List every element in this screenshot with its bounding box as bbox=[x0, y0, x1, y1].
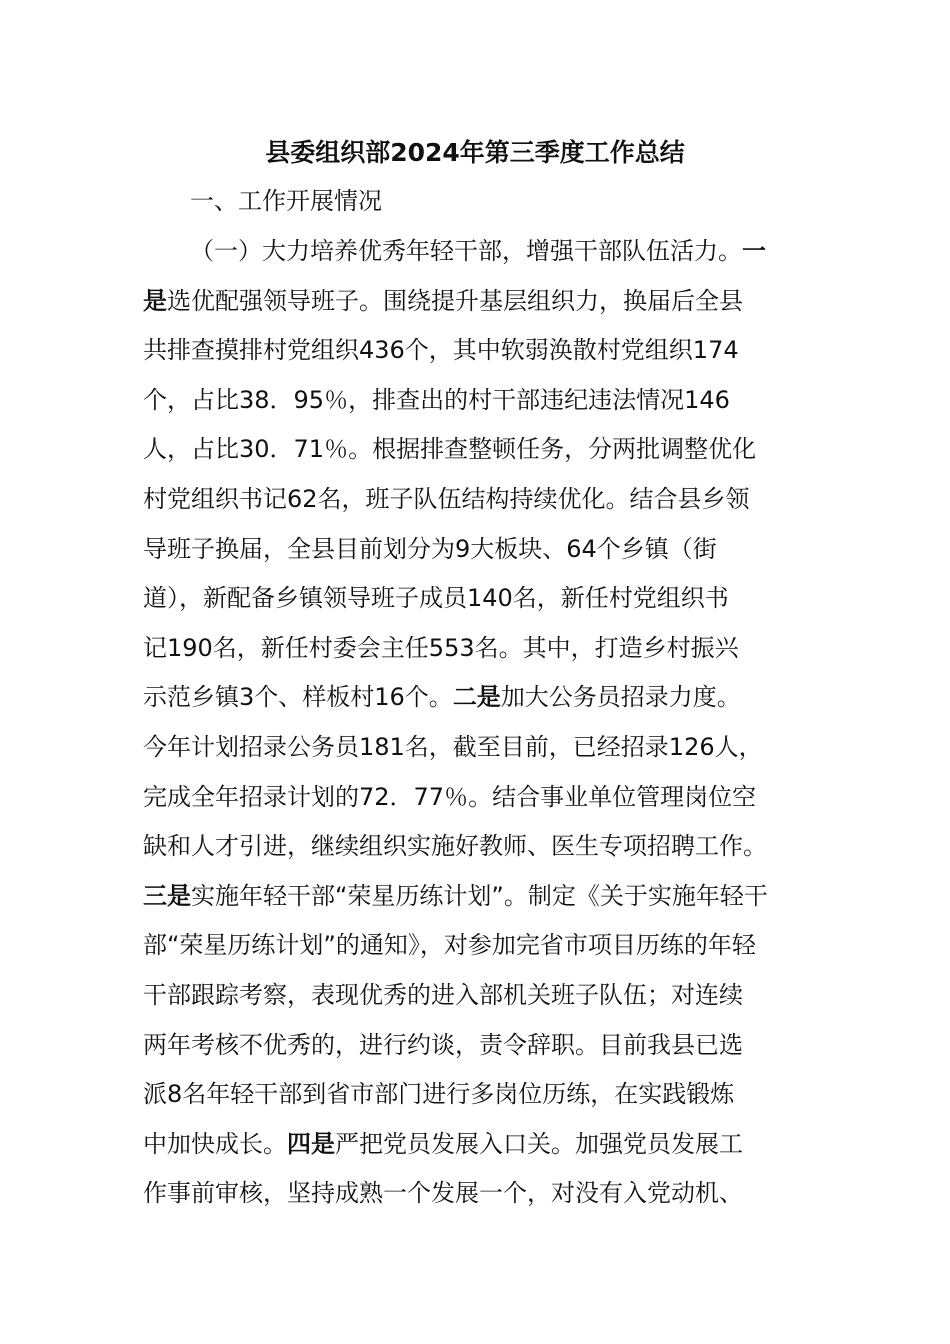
paragraph-line bbox=[143, 876, 843, 926]
line-text-after: 选优配强领导班子。围绕提升基层组织力，换届后全县 bbox=[167, 286, 743, 315]
line-text: 共排查摸排村党组织436个，其中软弱涣散村党组织174 bbox=[143, 336, 739, 365]
line-text: 部“荣星历练计划”的通知》，对参加完省市项目历练的年轻 bbox=[143, 931, 756, 960]
line-text: 完成全年招录计划的72．77％。结合事业单位管理岗位空 bbox=[143, 782, 757, 811]
paragraph-line bbox=[143, 727, 843, 777]
paragraph-line bbox=[143, 677, 843, 727]
paragraph-line bbox=[143, 479, 843, 529]
paragraph-line bbox=[143, 429, 843, 479]
line-emphasis: 一 bbox=[742, 237, 766, 265]
line-emphasis: 四是 bbox=[287, 1129, 335, 1158]
paragraph-line bbox=[143, 1124, 843, 1174]
document-title: 县委组织部2024年第三季度工作总结 bbox=[265, 138, 685, 167]
line-text: 道），新配备乡镇领导班子成员140名，新任村党组织书 bbox=[143, 584, 729, 613]
line-text: 今年计划招录公务员181名，截至目前，已经招录126人， bbox=[143, 732, 763, 761]
paragraph-line bbox=[143, 1173, 843, 1223]
paragraph-line bbox=[143, 628, 843, 678]
line-text: 示范乡镇3个、样板村16个。 bbox=[143, 683, 453, 712]
line-text: 记190名，新任村委会主任553名。其中，打造乡村振兴 bbox=[143, 633, 739, 662]
paragraph-line bbox=[143, 231, 843, 281]
paragraph-line bbox=[143, 777, 843, 827]
paragraph-line bbox=[143, 1025, 843, 1075]
paragraph-line bbox=[143, 826, 843, 876]
line-text: 两年考核不优秀的，进行约谈，责令辞职。目前我县已选 bbox=[143, 1030, 743, 1059]
line-text: 作事前审核，坚持成熟一个发展一个，对没有入党动机、 bbox=[143, 1179, 743, 1208]
paragraph-line bbox=[143, 925, 843, 975]
line-text-after: 严把党员发展入口关。加强党员发展工 bbox=[335, 1129, 743, 1158]
paragraph-line bbox=[143, 529, 843, 579]
paragraph-line bbox=[143, 330, 843, 380]
line-text: 干部跟踪考察，表现优秀的进入部机关班子队伍；对连续 bbox=[143, 980, 743, 1009]
line-emphasis: 三是 bbox=[143, 881, 191, 910]
line-text: 派8名年轻干部到省市部门进行多岗位历练，在实践锻炼 bbox=[143, 1080, 735, 1109]
line-text: 导班子换届，全县目前划分为9大板块、64个乡镇（街 bbox=[143, 534, 717, 563]
paragraph-line bbox=[143, 380, 843, 430]
paragraph-line bbox=[143, 1074, 843, 1124]
line-emphasis: 是 bbox=[143, 286, 167, 315]
paragraph-line bbox=[143, 281, 843, 331]
paragraph-line bbox=[143, 975, 843, 1025]
line-text: （一）大力培养优秀年轻干部，增强干部队伍活力。 bbox=[190, 237, 742, 265]
line-text: 中加快成长。 bbox=[143, 1129, 287, 1158]
section-heading: 一、工作开展情况 bbox=[190, 187, 382, 215]
line-text: 人，占比30．71％。根据排查整顿任务，分两批调整优化 bbox=[143, 435, 757, 464]
line-emphasis: 二是 bbox=[452, 683, 501, 712]
line-text-after: 加大公务员招录力度。 bbox=[500, 683, 741, 712]
line-text: 个，占比38．95％，排查出的村干部违纪违法情况146 bbox=[143, 385, 730, 414]
line-text: 缺和人才引进，继续组织实施好教师、医生专项招聘工作。 bbox=[143, 832, 767, 861]
line-text: 村党组织书记62名，班子队伍结构持续优化。结合县乡领 bbox=[143, 484, 750, 513]
body-text bbox=[143, 231, 843, 1223]
line-text-after: 实施年轻干部“荣星历练计划”。制定《关于实施年轻干 bbox=[191, 881, 768, 910]
paragraph-line bbox=[143, 578, 843, 628]
